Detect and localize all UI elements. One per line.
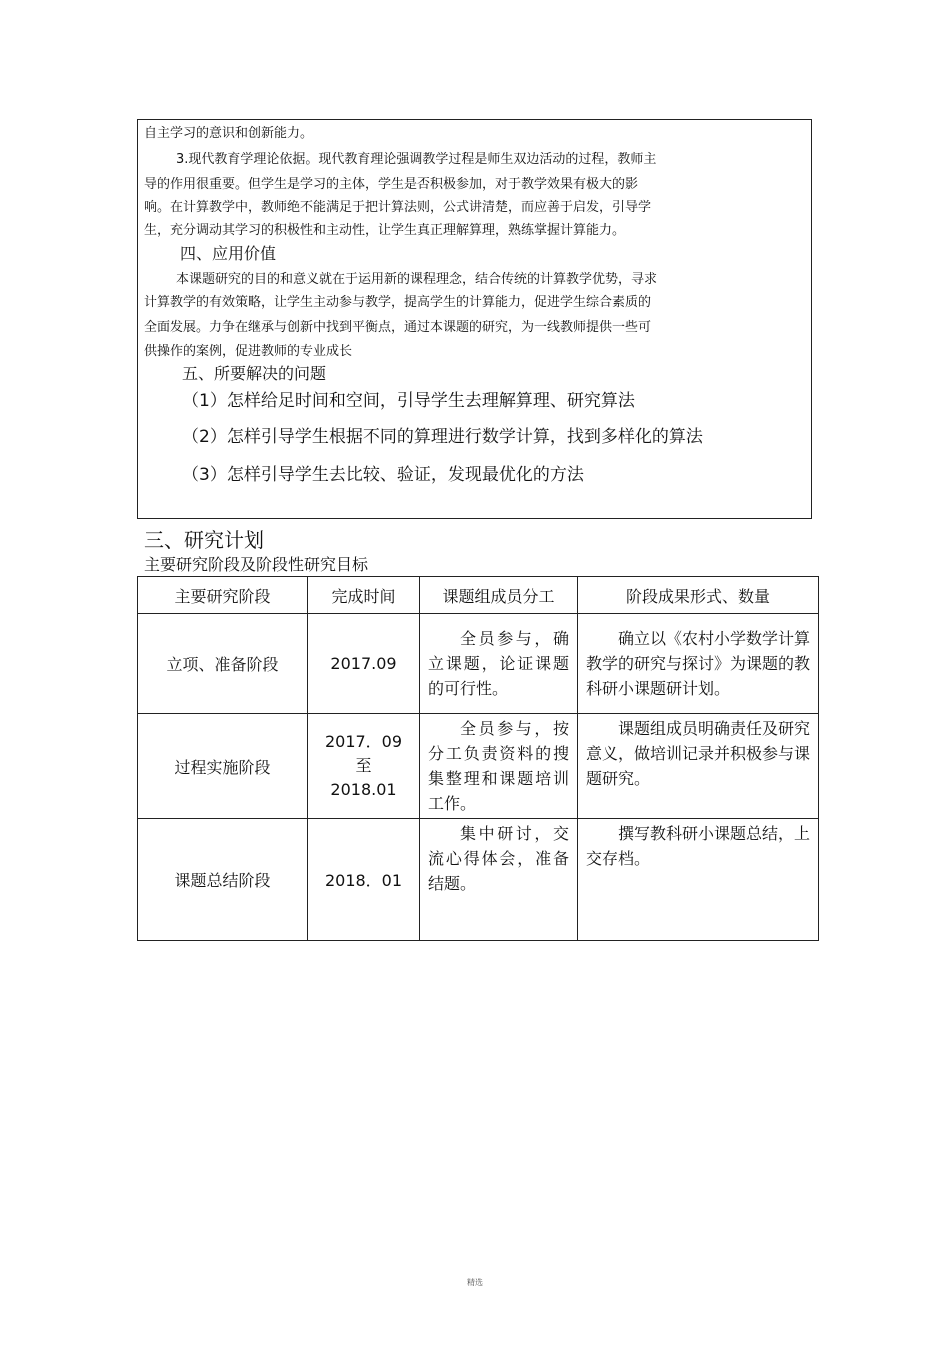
cell-result-text: 课题组成员明确责任及研究意义，做培训记录并积极参与课题研究。 bbox=[586, 719, 811, 788]
cell-division bbox=[420, 614, 578, 714]
problem-1: （1）怎样给足时间和空间，引导学生去理解算理、研究算法 bbox=[182, 391, 635, 411]
box-line-9: 全面发展。力争在继承与创新中找到平衡点，通过本课题的研究，为一线教师提供一些可 bbox=[144, 320, 652, 335]
cell-time: 2017.09 bbox=[308, 614, 420, 714]
box-line-4: 响。在计算教学中，教师绝不能满足于把计算法则，公式讲清楚，而应善于启发，引导学 bbox=[144, 200, 652, 215]
cell-result-text: 撰写教科研小课题总结，上交存档。 bbox=[586, 824, 811, 868]
cell-time-start: 2017．09 bbox=[324, 732, 403, 751]
content-box bbox=[137, 119, 812, 519]
box-line-8: 计算教学的有效策略，让学生主动参与教学，提高学生的计算能力，促进学生综合素质的 bbox=[144, 295, 652, 310]
table-row bbox=[138, 819, 819, 941]
cell-division-text: 全员参与，确立课题，论证课题的可行性。 bbox=[428, 629, 569, 698]
header-time: 完成时间 bbox=[308, 577, 420, 614]
table-row bbox=[138, 714, 819, 819]
table-header-row bbox=[138, 577, 819, 614]
research-plan-table bbox=[137, 576, 819, 941]
cell-result-text: 确立以《农村小学数学计算教学的研究与探讨》为课题的教科研小课题研计划。 bbox=[586, 629, 811, 698]
cell-time bbox=[308, 714, 420, 819]
header-result: 阶段成果形式、数量 bbox=[578, 577, 819, 614]
problem-3: （3）怎样引导学生去比较、验证，发现最优化的方法 bbox=[182, 465, 584, 485]
cell-result bbox=[578, 819, 819, 941]
cell-division-text: 集中研讨，交流心得体会，准备结题。 bbox=[428, 824, 569, 893]
section-title: 三、研究计划 bbox=[144, 528, 264, 552]
table-row bbox=[138, 614, 819, 714]
cell-division-text: 全员参与，按分工负责资料的搜集整理和课题培训工作。 bbox=[428, 719, 569, 813]
box-line-10: 供操作的案例，促进教师的专业成长 bbox=[144, 344, 353, 359]
cell-result bbox=[578, 614, 819, 714]
box-line-1: 自主学习的意识和创新能力。 bbox=[144, 126, 314, 141]
cell-stage: 立项、准备阶段 bbox=[138, 614, 308, 714]
box-line-3: 导的作用很重要。但学生是学习的主体，学生是否积极参加，对于教学效果有极大的影 bbox=[144, 177, 639, 192]
cell-division bbox=[420, 714, 578, 819]
box-line-2: 3.现代教育学理论依据。现代教育理论强调教学过程是师生双边活动的过程，教师主 bbox=[176, 152, 657, 167]
cell-stage: 过程实施阶段 bbox=[138, 714, 308, 819]
cell-stage: 课题总结阶段 bbox=[138, 819, 308, 941]
cell-time: 2018．01 bbox=[308, 819, 420, 941]
cell-division bbox=[420, 819, 578, 941]
section-subtitle: 主要研究阶段及阶段性研究目标 bbox=[144, 555, 369, 574]
page-footer: 精选 bbox=[467, 1278, 483, 1287]
cell-time-to: 至 bbox=[355, 756, 372, 775]
header-stage: 主要研究阶段 bbox=[138, 577, 308, 614]
heading-application-value: 四、应用价值 bbox=[180, 244, 277, 263]
header-division: 课题组成员分工 bbox=[420, 577, 578, 614]
cell-result bbox=[578, 714, 819, 819]
cell-time-end: 2018.01 bbox=[330, 780, 397, 799]
box-line-7: 本课题研究的目的和意义就在于运用新的课程理念，结合传统的计算教学优势，寻求 bbox=[176, 272, 658, 287]
problem-2: （2）怎样引导学生根据不同的算理进行数学计算，找到多样化的算法 bbox=[182, 427, 703, 447]
heading-problems: 五、所要解决的问题 bbox=[182, 364, 327, 383]
box-line-5: 生，充分调动其学习的积极性和主动性，让学生真正理解算理，熟练掌握计算能力。 bbox=[144, 223, 626, 238]
